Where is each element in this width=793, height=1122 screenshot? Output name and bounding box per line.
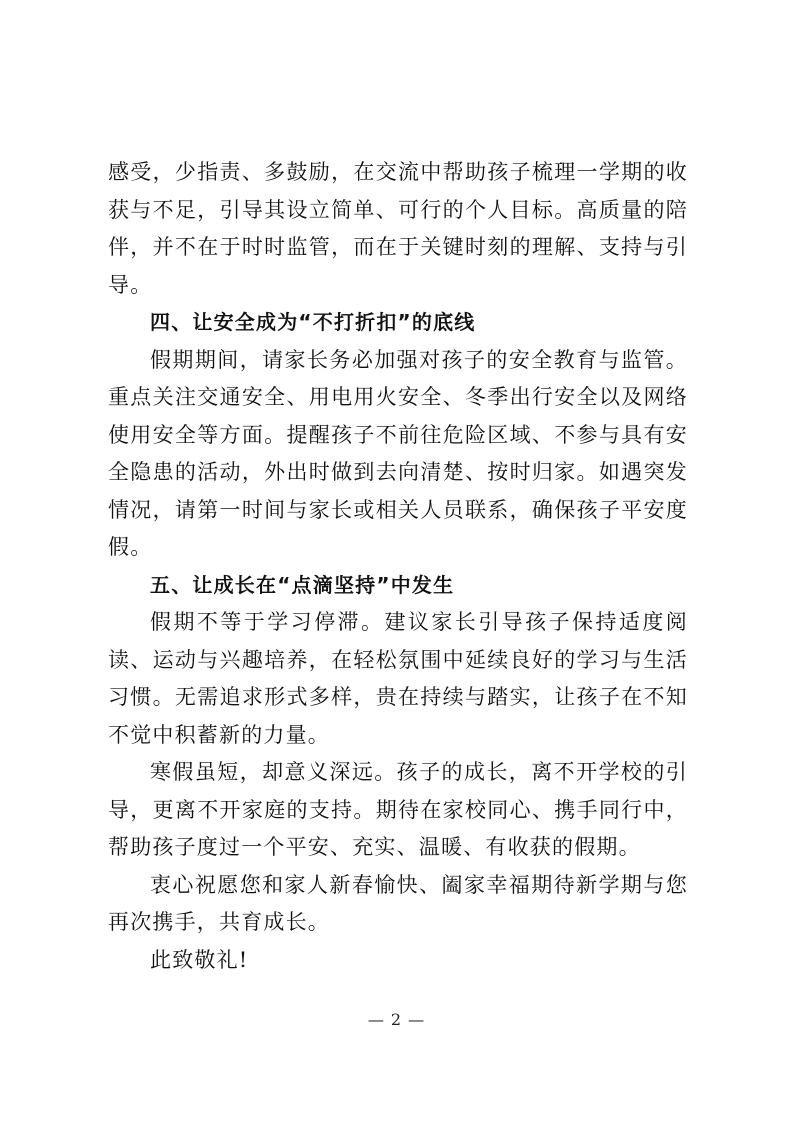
section-heading-safety: 四、让安全成为“不打折扣”的底线 (150, 310, 476, 334)
paragraph-parenting-reflection: 感受，少指责、多鼓励，在交流中帮助孩子梳理一学期的收获与不足，引导其设立简单、可行的个人目标。高质量的陪伴，并不在于时时监管，而在于关键时刻的理解、支持与引导。 (108, 160, 688, 297)
page-number: — 2 — (367, 1010, 426, 1029)
paragraph-closing: 寒假虽短，却意义深远。孩子的成长，离不开学校的引导，更离不开家庭的支持。期待在家校同心、携手同行中，帮助孩子度过一个平安、充实、温暖、有收获的假期。 (108, 760, 688, 859)
paragraph-growth: 假期不等于学习停滞。建议家长引导孩子保持适度阅读、运动与兴趣培养，在轻松氛围中延续良好的学习与生活习惯。无需追求形式多样，贵在持续与踏实，让孩子在不知不觉中积蓄新的力量。 (108, 610, 688, 747)
letter-body (108, 154, 688, 979)
section-heading-growth: 五、让成长在“点滴坚持”中发生 (150, 572, 455, 597)
paragraph-safety: 假期期间，请家长务必加强对孩子的安全教育与监管。重点关注交通安全、用电用火安全、冬季出行安全以及网络使用安全等方面。提醒孩子不前往危险区域、不参与具有安全隐患的活动，外出时做到去向清楚、按时归家。如遇突发情况，请第一时间与家长或相关人员联系，确保孩子平安度假。 (108, 347, 688, 559)
paragraph-wishes: 衷心祝愿您和家人新春愉快、阖家幸福期待新学期与您再次携手，共育成长。 (108, 872, 688, 934)
salutation: 此致敬礼! (150, 947, 249, 972)
